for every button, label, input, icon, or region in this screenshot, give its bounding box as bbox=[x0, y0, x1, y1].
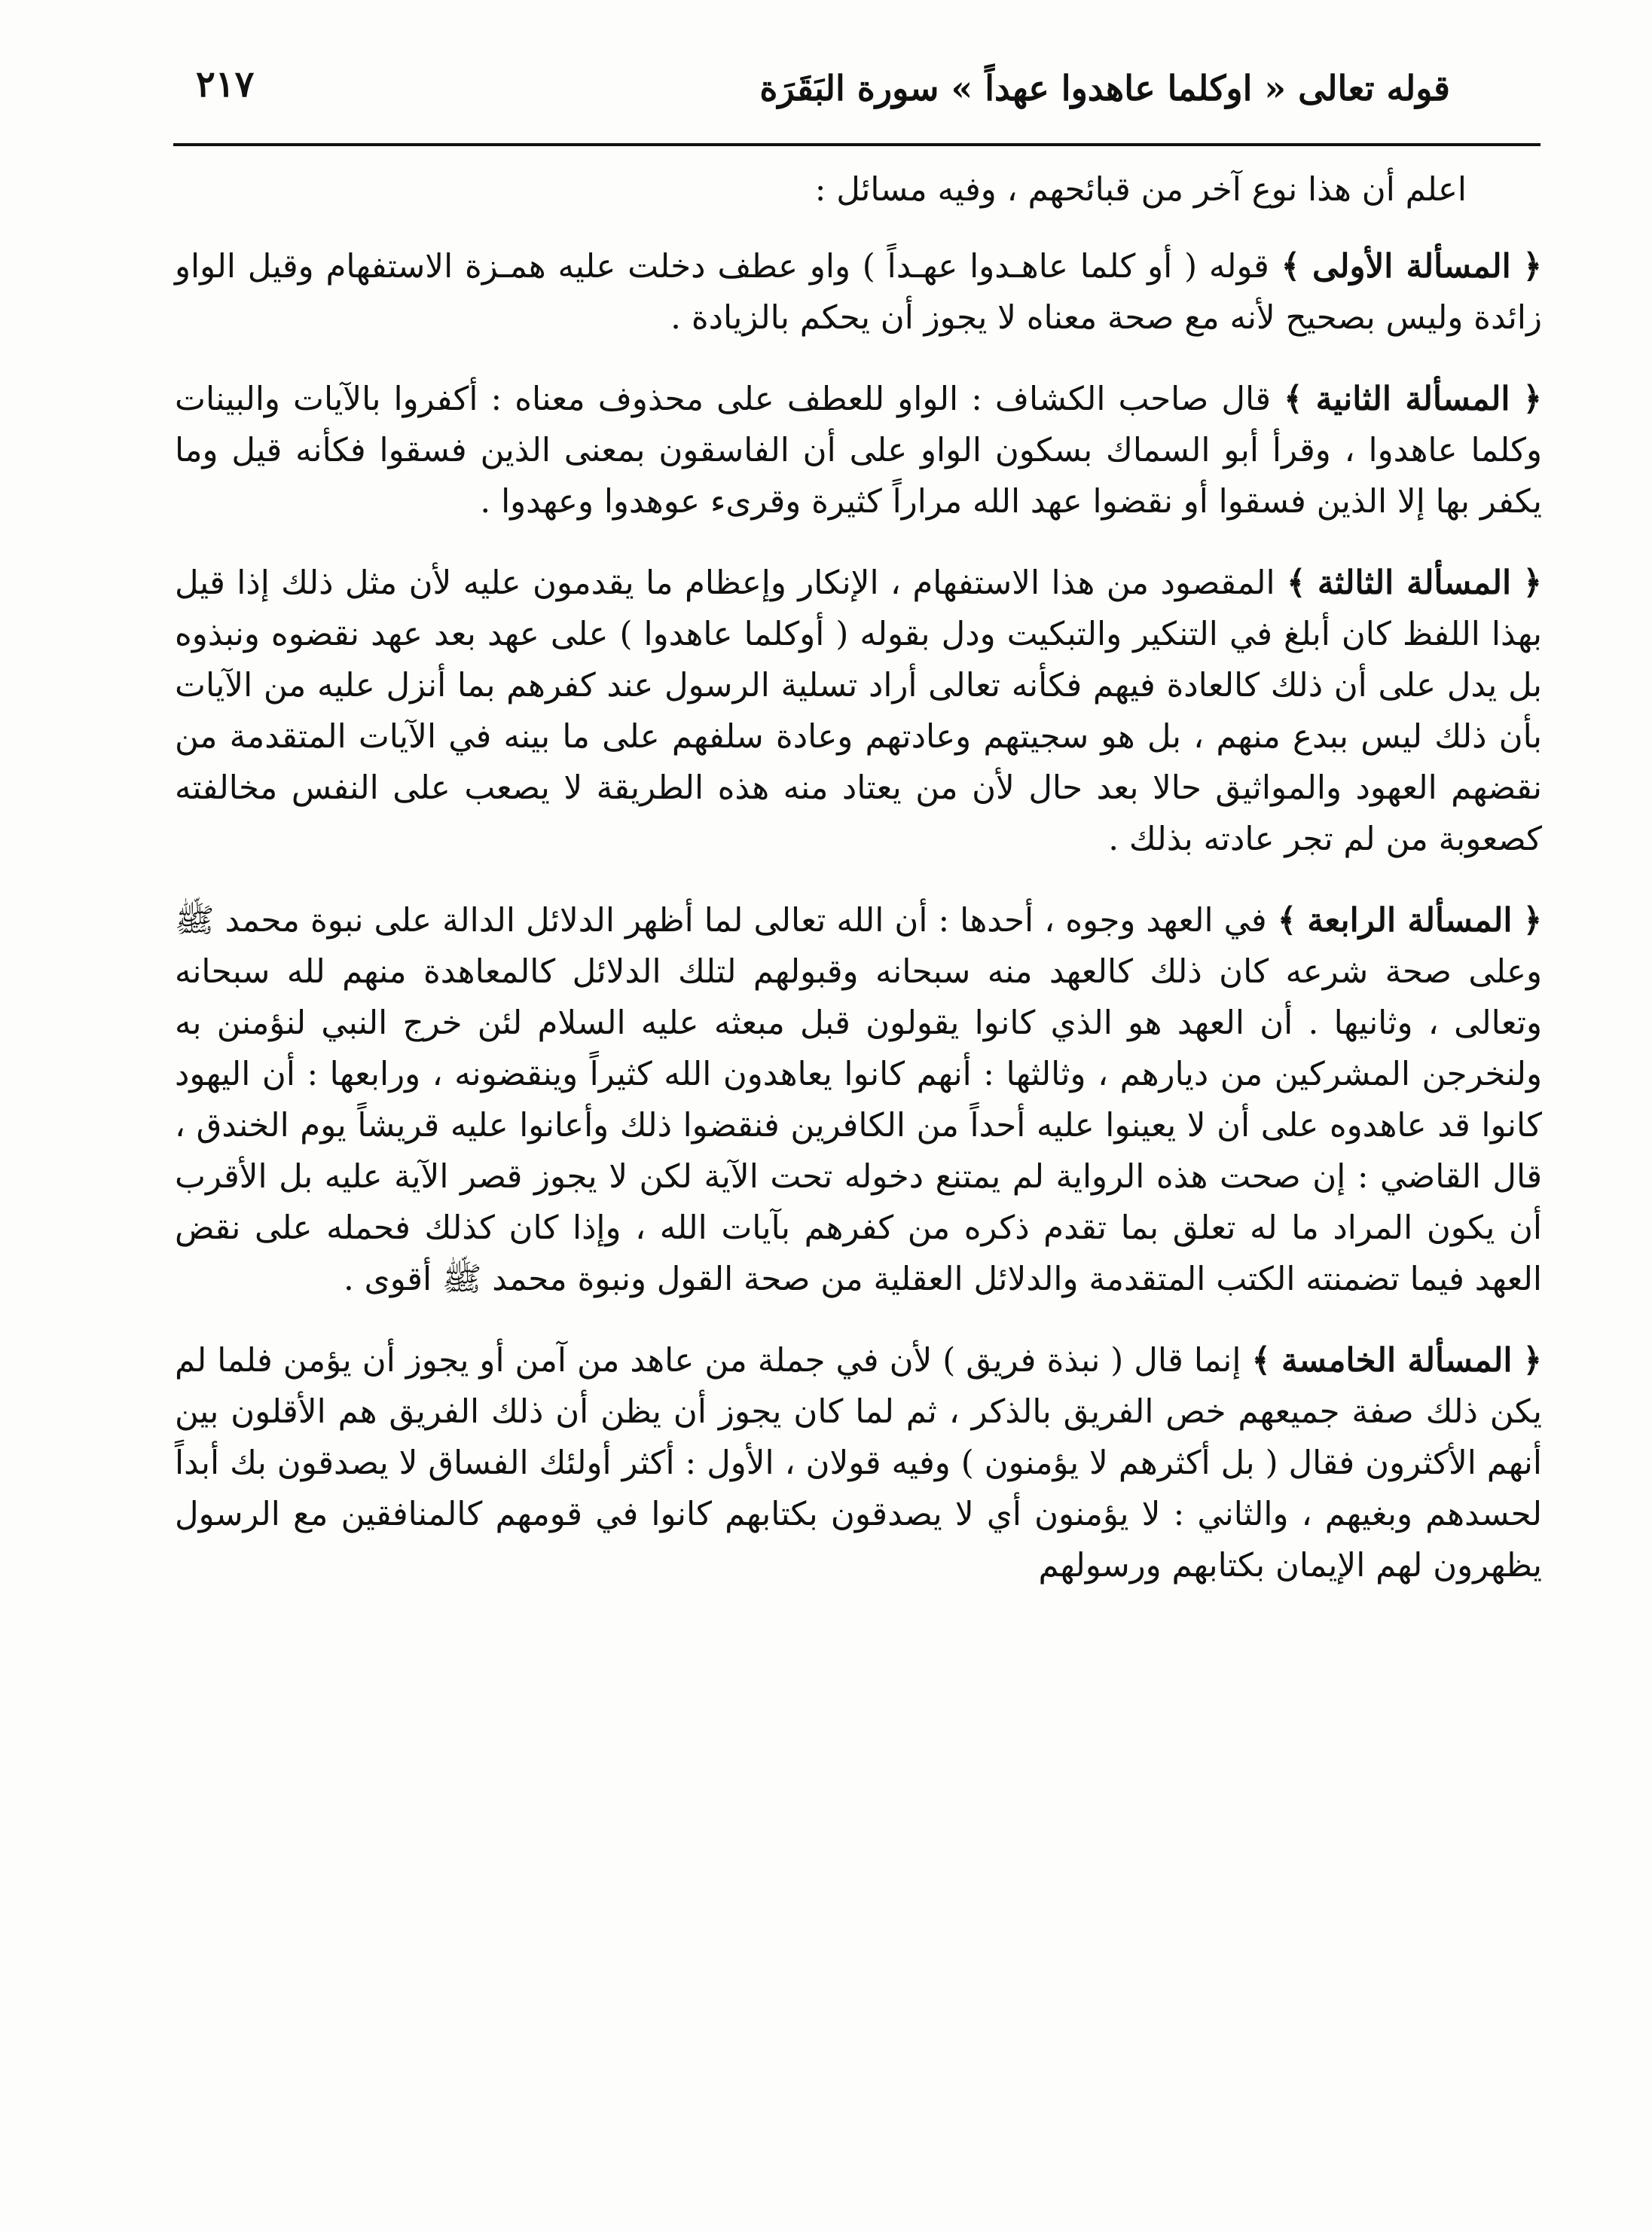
ornament-open: ﴿ bbox=[1522, 564, 1542, 602]
section-4-text: في العهد وجوه ، أحدها : أن الله تعالى لما أظهر الدلائل الدالة على نبوة محمد ﷺ وعلى صحة شرعه كان ذلك كالعهد منه سبحانه وقبولهم لتلك الدلائل كالمعاهدة منهم لله سبحانه وتعالى ، وثانيها . أن العهد هو الذي كانوا يقولون قبل مبعثه عليه السلام لئن خرج النبي لنؤمنن به ولنخرجن المشركين من ديارهم ، وثالثها : أنهم كانوا يعاهدون الله كثيراً وينقضونه ، ورابعها : أن اليهود كانوا قد عاهدوه على أن لا يعينوا عليه أحداً من الكافرين فنقضوا ذلك وأعانوا عليه قريشاً يوم الخندق ، قال القاضي : إن صحت هذه الرواية لم يمتنع دخوله تحت الآية لكن لا يجوز قصر الآية عليه بل الأقرب أن يكون المراد ما له تعلق بما تقدم ذكره من كفرهم بآيات الله ، وإذا كان كذلك فحمله على نقض العهد فيما تضمنته الكتب المتقدمة والدلائل العقلية من صحة القول ونبوة محمد ﷺ أقوى . bbox=[175, 902, 1542, 1298]
ornament-open: ﴿ bbox=[1522, 247, 1543, 286]
ornament-close: ﴾ bbox=[1281, 247, 1301, 286]
section-1 bbox=[175, 241, 1542, 344]
page-body bbox=[175, 164, 1542, 1621]
section-3 bbox=[175, 558, 1542, 865]
section-2-label: المسألة الثانية bbox=[1315, 380, 1510, 418]
section-2 bbox=[175, 374, 1542, 527]
section-2-text: قال صاحب الكشاف : الواو للعطف على محذوف معناه : أكفروا بالآيات والبينات وكلما عاهدوا ، وقرأ أبو السماك بسكون الواو على أن الفاسقون بمعنى الذين فسقوا فكأنه قيل وما يكفر بها إلا الذين فسقوا أو نقضوا عهد الله مراراً كثيرة وقرىء عوهدوا وعهدوا . bbox=[175, 380, 1542, 521]
ornament-open: ﴿ bbox=[1522, 901, 1543, 940]
page-header bbox=[173, 60, 1541, 146]
section-5-label: المسألة الخامسة bbox=[1281, 1341, 1513, 1380]
page-number: ٢١٧ bbox=[196, 63, 255, 105]
intro-paragraph: اعلم أن هذا نوع آخر من قبائحهم ، وفيه مسائل : bbox=[814, 171, 1467, 209]
ornament-close: ﴾ bbox=[1251, 1341, 1271, 1380]
section-1-label: المسألة الأولى bbox=[1312, 247, 1511, 286]
section-5-text: إنما قال ( نبذة فريق ) لأن في جملة من عاهد من آمن أو يجوز أن يؤمن فلما لم يكن ذلك صفة جميعهم خص الفريق بالذكر ، ثم لما كان يجوز أن يظن أن ذلك الفريق هم الأقلون بين أنهم الأكثرون فقال ( بل أكثرهم لا يؤمنون ) وفيه قولان ، الأول : أكثر أولئك الفساق لا يصدقون بك أبداً لحسدهم وبغيهم ، والثاني : لا يؤمنون أي لا يصدقون بكتابهم كانوا في قومهم كالمنافقين مع الرسول يظهرون لهم الإيمان بكتابهم ورسولهم bbox=[175, 1342, 1542, 1585]
section-4 bbox=[175, 895, 1542, 1305]
section-3-label: المسألة الثالثة bbox=[1317, 564, 1512, 602]
ornament-close: ﴾ bbox=[1286, 564, 1306, 602]
ornament-close: ﴾ bbox=[1277, 901, 1297, 940]
section-3-text: المقصود من هذا الاستفهام ، الإنكار وإعظام ما يقدمون عليه لأن مثل ذلك إذا قيل بهذا اللفظ كان أبلغ في التنكير والتبكيت ودل بقوله ( أوكلما عاهدوا ) على عهد بعد عهد نقضوه ونبذوه بل يدل على أن ذلك كالعادة فيهم فكأنه تعالى أراد تسلية الرسول عند كفرهم بما أنزل عليه من الآيات بأن ذلك ليس ببدع منهم ، بل هو سجيتهم وعادتهم وعادة سلفهم على ما بينه في الآيات المتقدمة من نقضهم العهود والمواثيق حالا بعد حال لأن من يعتاد منه هذه الطريقة لا يصعب على النفس مخالفته كصعوبة من لم تجر عادته بذلك . bbox=[175, 564, 1542, 858]
section-5 bbox=[175, 1335, 1542, 1591]
ornament-close: ﴾ bbox=[1284, 380, 1303, 418]
section-4-label: المسألة الرابعة bbox=[1307, 901, 1513, 940]
ornament-open: ﴿ bbox=[1522, 1341, 1543, 1380]
ornament-open: ﴿ bbox=[1522, 380, 1543, 418]
running-title: قوله تعالى « اوكلما عاهدوا عهداً » سورة البَقَرَة bbox=[759, 68, 1450, 108]
section-1-text: قوله ( أو كلما عاهـدوا عهـداً ) واو عطف دخلت عليه همـزة الاستفهام وقيل الواو زائدة وليس بصحيح لأنه مع صحة معناه لا يجوز أن يحكم بالزيادة . bbox=[175, 248, 1542, 337]
